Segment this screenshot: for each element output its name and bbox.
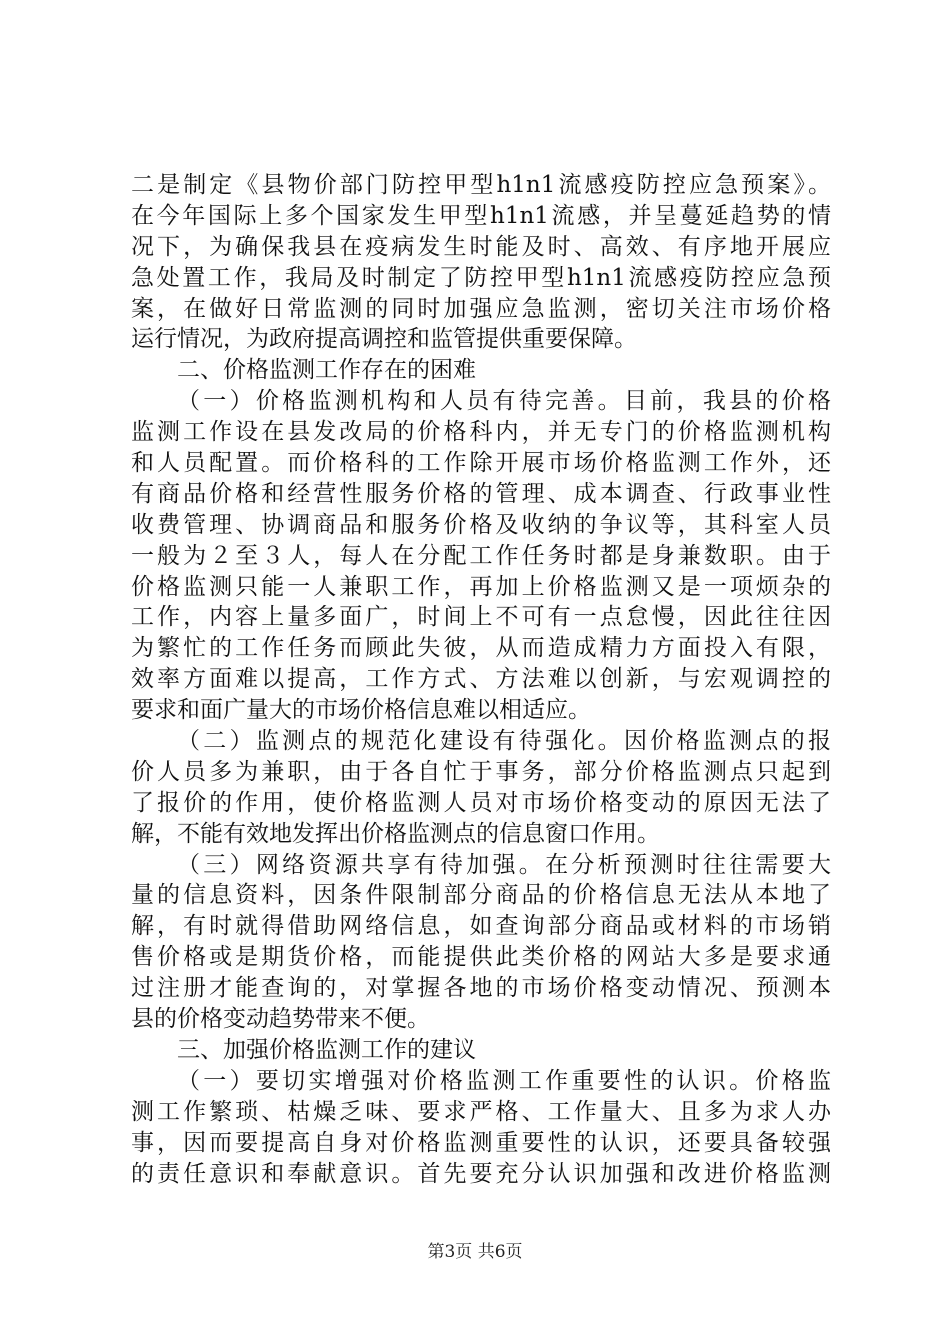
paragraph-line: 要求和面广量大的市场价格信息难以相适应。 (131, 697, 591, 724)
paragraph-line: 量的信息资料，因条件限制部分商品的价格信息无法从本地了 (131, 882, 831, 909)
paragraph-line: 的责任意识和奉献意识。首先要充分认识加强和改进价格监测 (131, 1160, 831, 1187)
paragraph-line: 事，因而要提高自身对价格监测重要性的认识，还要具备较强 (131, 1129, 831, 1156)
paragraph-line: 急处置工作，我局及时制定了防控甲型h1n1流感疫防控应急预 (131, 264, 831, 291)
paragraph-line: （三）网络资源共享有待加强。在分析预测时往往需要大 (177, 851, 831, 878)
paragraph-line: 收费管理、协调商品和服务价格及收纳的争议等，其科室人员 (131, 511, 831, 538)
paragraph-line: 测工作繁琐、枯燥乏味、要求严格、工作量大、且多为求人办 (131, 1098, 831, 1125)
paragraph-line: 和人员配置。而价格科的工作除开展市场价格监测工作外，还 (131, 450, 831, 477)
paragraph-line: 了报价的作用，使价格监测人员对市场价格变动的原因无法了 (131, 789, 831, 816)
paragraph-line: 工作，内容上量多面广，时间上不可有一点怠慢，因此往往因 (131, 604, 831, 631)
paragraph-line: 效率方面难以提高，工作方式、方法难以创新，与宏观调控的 (131, 666, 831, 693)
paragraph-line: （二）监测点的规范化建设有待强化。因价格监测点的报 (177, 728, 831, 755)
page-number-footer: 第3页 共6页 (427, 1242, 523, 1262)
paragraph-line: 案，在做好日常监测的同时加强应急监测，密切关注市场价格 (131, 295, 831, 322)
paragraph-line: （一）要切实增强对价格监测工作重要性的认识。价格监 (177, 1067, 831, 1094)
paragraph-line: 价格监测只能一人兼职工作，再加上价格监测又是一项烦杂的 (131, 573, 831, 600)
section-heading: 三、加强价格监测工作的建议 (177, 1036, 476, 1063)
section-heading: 二、价格监测工作存在的困难 (177, 357, 476, 384)
paragraph-line: 一般为２至３人，每人在分配工作任务时都是身兼数职。由于 (131, 542, 831, 569)
paragraph-line: 运行情况，为政府提高调控和监管提供重要保障。 (131, 326, 637, 353)
document-body (131, 170, 831, 1189)
paragraph-line: 过注册才能查询的，对掌握各地的市场价格变动情况、预测本 (131, 975, 831, 1002)
paragraph-line: 解，不能有效地发挥出价格监测点的信息窗口作用。 (131, 820, 660, 847)
paragraph-line: 解，有时就得借助网络信息，如查询部分商品或材料的市场销 (131, 913, 831, 940)
paragraph-line: 价人员多为兼职，由于各自忙于事务，部分价格监测点只起到 (131, 758, 831, 785)
paragraph-line: 在今年国际上多个国家发生甲型h1n1流感，并呈蔓延趋势的情 (131, 202, 831, 229)
paragraph-line: 为繁忙的工作任务而顾此失彼，从而造成精力方面投入有限， (131, 635, 831, 662)
paragraph-line: 县的价格变动趋势带来不便。 (131, 1006, 430, 1033)
paragraph-line: 售价格或是期货价格，而能提供此类价格的网站大多是要求通 (131, 944, 831, 971)
paragraph-line: 监测工作设在县发改局的价格科内，并无专门的价格监测机构 (131, 419, 831, 446)
paragraph-line: 况下，为确保我县在疫病发生时能及时、高效、有序地开展应 (131, 233, 831, 260)
paragraph-line: （一）价格监测机构和人员有待完善。目前，我县的价格 (177, 388, 831, 415)
paragraph-line: 有商品价格和经营性服务价格的管理、成本调查、行政事业性 (131, 480, 831, 507)
paragraph-line: 二是制定《县物价部门防控甲型h1n1流感疫防控应急预案》。 (131, 172, 831, 198)
